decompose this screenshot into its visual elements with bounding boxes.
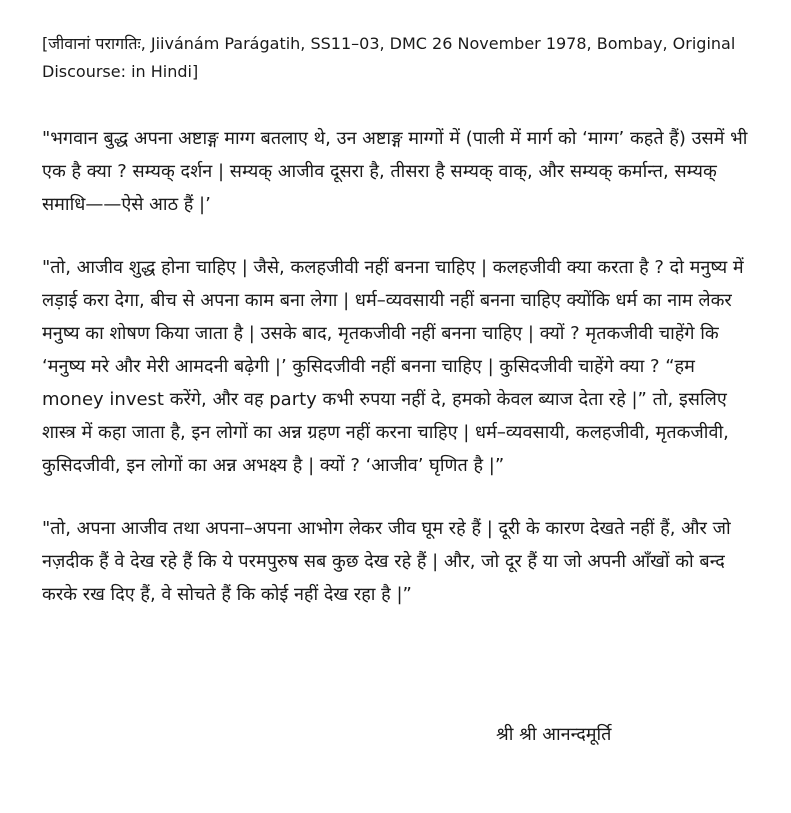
document-page <box>42 30 760 641</box>
source-citation: [जीवानां परागतिः, Jiivánám Parágatih, SS11–03, DMC 26 November 1978, Bombay, Original Discourse: in Hindi] <box>42 34 736 81</box>
author-signature: श्री श्री आनन्दमूर्ति <box>496 724 612 745</box>
paragraph-1: "भगवान बुद्ध अपना अष्टाङ्ग माग्ग बतलाए थे, उन अष्टाङ्ग माग्गों में (पाली में मार्ग को ‘माग्ग’ कहते हैं) उसमें भी एक है क्या ? सम्यक् दर्शन | सम्यक् आजीव दूसरा है, तीसरा है सम्यक् वाक्, और सम्यक् कर्मान्त, सम्यक् समाधि——ऐसे आठ हैं |’ <box>42 128 748 215</box>
paragraph-2: "तो, आजीव शुद्ध होना चाहिए | जैसे, कलहजीवी नहीं बनना चाहिए | कलहजीवी क्या करता है ? दो मनुष्य में लड़ाई करा देगा, बीच से अपना काम बना लेगा | धर्म–व्यवसायी नहीं बनना चाहिए क्योंकि धर्म का नाम लेकर मनुष्य का शोषण किया जाता है | उसके बाद, मृतकजीवी नहीं बनना चाहिए | क्यों ? मृतकजीवी चाहेंगे कि ‘मनुष्य मरे और मेरी आमदनी बढ़ेगी |’ कुसिदजीवी नहीं बनना चाहिए | कुसिदजीवी चाहेंगे क्या ? “हम money invest करेंगे, और वह party कभी रुपया नहीं दे, हमको केवल ब्याज देता रहे |” तो, इसलिए शास्त्र में कहा जाता है, इन लोगों का अन्न ग्रहण नहीं करना चाहिए | धर्म–व्यवसायी, कलहजीवी, मृतकजीवी, कुसिदजीवी, इन लोगों का अन्न अभक्ष्य है | क्यों ? ‘आजीव’ घृणित है |” <box>42 257 744 476</box>
paragraph-3: "तो, अपना आजीव तथा अपना–अपना आभोग लेकर जीव घूम रहे हैं | दूरी के कारण देखते नहीं हैं, और जो नज़दीक हैं वे देख रहे हैं कि ये परमपुरुष सब कुछ देख रहे हैं | और, जो दूर हैं या जो अपनी आँखों को बन्द करके रख दिए हैं, वे सोचते हैं कि कोई नहीं देख रहा है |” <box>42 518 731 605</box>
